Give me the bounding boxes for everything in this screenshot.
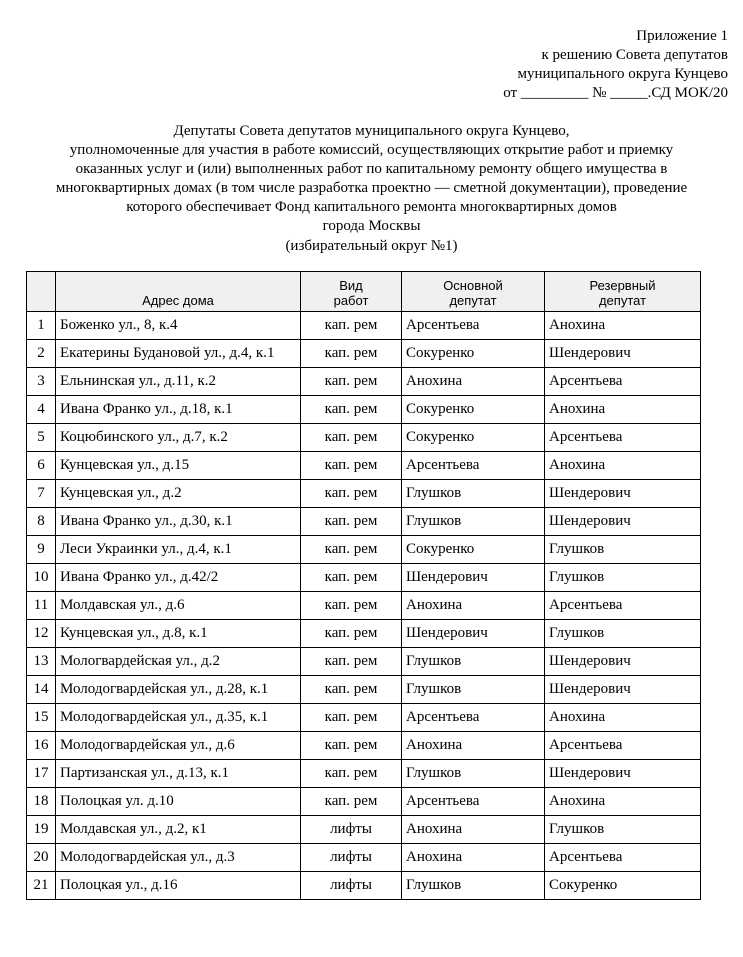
table-row bbox=[27, 536, 701, 564]
row-address: Боженко ул., 8, к.4 bbox=[56, 312, 301, 340]
row-work-type: кап. рем bbox=[301, 396, 402, 424]
row-number: 14 bbox=[27, 676, 56, 704]
row-number: 20 bbox=[27, 844, 56, 872]
table-row bbox=[27, 704, 701, 732]
row-address: Полоцкая ул. д.10 bbox=[56, 788, 301, 816]
table-row bbox=[27, 676, 701, 704]
row-number: 2 bbox=[27, 340, 56, 368]
row-work-type: кап. рем bbox=[301, 480, 402, 508]
row-work-type: кап. рем bbox=[301, 704, 402, 732]
row-address: Молдавская ул., д.6 bbox=[56, 592, 301, 620]
row-address: Молодогвардейская ул., д.28, к.1 bbox=[56, 676, 301, 704]
title-line: Депутаты Совета депутатов муниципального округа Кунцево, bbox=[173, 123, 570, 139]
row-reserve-deputy: Глушков bbox=[545, 620, 701, 648]
row-main-deputy: Анохина bbox=[402, 368, 545, 396]
row-work-type: кап. рем bbox=[301, 536, 402, 564]
row-number: 13 bbox=[27, 648, 56, 676]
row-reserve-deputy: Глушков bbox=[545, 816, 701, 844]
table-row bbox=[27, 872, 701, 900]
row-main-deputy: Сокуренко bbox=[402, 396, 545, 424]
title-line: оказанных услуг и (или) выполненных работ по капитальному ремонту общего имущества в bbox=[75, 161, 668, 178]
row-main-deputy: Глушков bbox=[402, 508, 545, 536]
row-main-deputy: Глушков bbox=[402, 872, 545, 900]
row-reserve-deputy: Глушков bbox=[545, 564, 701, 592]
title-line: которого обеспечивает Фонд капитального ремонта многоквартирных домов bbox=[126, 199, 617, 216]
row-address: Молодогвардейская ул., д.6 bbox=[56, 732, 301, 760]
row-address: Ивана Франко ул., д.42/2 bbox=[56, 564, 301, 592]
header-reserve-deputy bbox=[545, 272, 701, 312]
row-main-deputy: Анохина bbox=[402, 816, 545, 844]
row-number: 7 bbox=[27, 480, 56, 508]
row-reserve-deputy: Арсентьева bbox=[545, 368, 701, 396]
table-row bbox=[27, 340, 701, 368]
row-main-deputy: Анохина bbox=[402, 592, 545, 620]
table-body bbox=[27, 312, 701, 900]
row-main-deputy: Глушков bbox=[402, 760, 545, 788]
row-address: Молодогвардейская ул., д.3 bbox=[56, 844, 301, 872]
row-number: 12 bbox=[27, 620, 56, 648]
row-main-deputy: Анохина bbox=[402, 732, 545, 760]
row-address: Кунцевская ул., д.15 bbox=[56, 452, 301, 480]
row-number: 1 bbox=[27, 312, 56, 340]
row-number: 15 bbox=[27, 704, 56, 732]
row-work-type: кап. рем bbox=[301, 508, 402, 536]
table-row bbox=[27, 648, 701, 676]
header-num bbox=[27, 272, 56, 312]
row-address: Леси Украинки ул., д.4, к.1 bbox=[56, 536, 301, 564]
title-line: (избирательный округ №1) bbox=[285, 237, 458, 254]
row-work-type: кап. рем bbox=[301, 788, 402, 816]
table-row bbox=[27, 760, 701, 788]
table-row bbox=[27, 368, 701, 396]
row-work-type: кап. рем bbox=[301, 620, 402, 648]
appendix-line: к решению Совета депутатов bbox=[541, 47, 728, 63]
row-main-deputy: Шендерович bbox=[402, 564, 545, 592]
table-row bbox=[27, 592, 701, 620]
row-main-deputy: Арсентьева bbox=[402, 788, 545, 816]
row-reserve-deputy: Анохина bbox=[545, 704, 701, 732]
table-header-row bbox=[27, 272, 701, 312]
row-reserve-deputy: Арсентьева bbox=[545, 592, 701, 620]
row-reserve-deputy: Шендерович bbox=[545, 676, 701, 704]
header-work-type bbox=[301, 272, 402, 312]
row-work-type: кап. рем bbox=[301, 424, 402, 452]
row-reserve-deputy: Анохина bbox=[545, 396, 701, 424]
row-work-type: кап. рем bbox=[301, 452, 402, 480]
row-reserve-deputy: Сокуренко bbox=[545, 872, 701, 900]
document-title bbox=[20, 122, 723, 256]
row-main-deputy: Сокуренко bbox=[402, 536, 545, 564]
row-address: Мологвардейская ул., д.2 bbox=[56, 648, 301, 676]
row-number: 17 bbox=[27, 760, 56, 788]
row-reserve-deputy: Анохина bbox=[545, 312, 701, 340]
row-address: Кунцевская ул., д.2 bbox=[56, 480, 301, 508]
table-row bbox=[27, 816, 701, 844]
row-number: 9 bbox=[27, 536, 56, 564]
row-number: 11 bbox=[27, 592, 56, 620]
row-work-type: лифты bbox=[301, 872, 402, 900]
row-work-type: кап. рем bbox=[301, 340, 402, 368]
row-work-type: кап. рем bbox=[301, 592, 402, 620]
row-reserve-deputy: Шендерович bbox=[545, 648, 701, 676]
row-work-type: кап. рем bbox=[301, 564, 402, 592]
header-work-type-line1: Вид bbox=[339, 278, 363, 293]
row-number: 6 bbox=[27, 452, 56, 480]
row-address: Молдавская ул., д.2, к1 bbox=[56, 816, 301, 844]
table-row bbox=[27, 732, 701, 760]
table-row bbox=[27, 396, 701, 424]
row-reserve-deputy: Арсентьева bbox=[545, 424, 701, 452]
row-main-deputy: Анохина bbox=[402, 844, 545, 872]
row-reserve-deputy: Анохина bbox=[545, 788, 701, 816]
table-row bbox=[27, 788, 701, 816]
row-work-type: кап. рем bbox=[301, 732, 402, 760]
row-address: Екатерины Будановой ул., д.4, к.1 bbox=[56, 340, 301, 368]
table-row bbox=[27, 620, 701, 648]
header-main-deputy bbox=[402, 272, 545, 312]
row-number: 3 bbox=[27, 368, 56, 396]
table-row bbox=[27, 452, 701, 480]
row-number: 5 bbox=[27, 424, 56, 452]
row-reserve-deputy: Глушков bbox=[545, 536, 701, 564]
row-reserve-deputy: Арсентьева bbox=[545, 732, 701, 760]
row-work-type: лифты bbox=[301, 816, 402, 844]
appendix-line: Приложение 1 bbox=[636, 28, 728, 44]
row-address: Коцюбинского ул., д.7, к.2 bbox=[56, 424, 301, 452]
table-row bbox=[27, 424, 701, 452]
header-main-deputy-line2: депутат bbox=[449, 293, 497, 308]
header-reserve-deputy-line1: Резервный bbox=[589, 278, 656, 293]
row-main-deputy: Глушков bbox=[402, 648, 545, 676]
table-row bbox=[27, 844, 701, 872]
table-row bbox=[27, 480, 701, 508]
row-main-deputy: Арсентьева bbox=[402, 452, 545, 480]
header-address: Адрес дома bbox=[56, 272, 301, 312]
row-work-type: лифты bbox=[301, 844, 402, 872]
appendix-header bbox=[503, 27, 728, 103]
row-main-deputy: Шендерович bbox=[402, 620, 545, 648]
appendix-line: муниципального округа Кунцево bbox=[517, 66, 728, 82]
row-number: 18 bbox=[27, 788, 56, 816]
row-reserve-deputy: Анохина bbox=[545, 452, 701, 480]
title-line: города Москвы bbox=[322, 218, 421, 235]
row-number: 4 bbox=[27, 396, 56, 424]
row-main-deputy: Арсентьева bbox=[402, 704, 545, 732]
deputies-assignment-table bbox=[26, 271, 701, 900]
row-address: Молодогвардейская ул., д.35, к.1 bbox=[56, 704, 301, 732]
row-work-type: кап. рем bbox=[301, 312, 402, 340]
row-work-type: кап. рем bbox=[301, 760, 402, 788]
row-address: Ивана Франко ул., д.18, к.1 bbox=[56, 396, 301, 424]
row-address: Ельнинская ул., д.11, к.2 bbox=[56, 368, 301, 396]
appendix-line: от _________ № _____.СД МОК/20 bbox=[503, 85, 728, 101]
row-number: 21 bbox=[27, 872, 56, 900]
table-row bbox=[27, 508, 701, 536]
row-number: 10 bbox=[27, 564, 56, 592]
row-work-type: кап. рем bbox=[301, 648, 402, 676]
row-address: Партизанская ул., д.13, к.1 bbox=[56, 760, 301, 788]
row-address: Кунцевская ул., д.8, к.1 bbox=[56, 620, 301, 648]
title-line: уполномоченные для участия в работе комиссий, осуществляющих открытие работ и приемку bbox=[69, 142, 674, 159]
row-address: Полоцкая ул., д.16 bbox=[56, 872, 301, 900]
row-reserve-deputy: Шендерович bbox=[545, 340, 701, 368]
table-row bbox=[27, 312, 701, 340]
table-row bbox=[27, 564, 701, 592]
header-work-type-line2: работ bbox=[333, 293, 369, 308]
row-reserve-deputy: Шендерович bbox=[545, 760, 701, 788]
header-reserve-deputy-line2: депутат bbox=[598, 293, 647, 308]
row-address: Ивана Франко ул., д.30, к.1 bbox=[56, 508, 301, 536]
row-number: 16 bbox=[27, 732, 56, 760]
row-main-deputy: Глушков bbox=[402, 480, 545, 508]
row-main-deputy: Сокуренко bbox=[402, 424, 545, 452]
title-line: многоквартирных домах (в том числе разработка проектно — сметной документации), проведение bbox=[55, 180, 688, 197]
row-reserve-deputy: Арсентьева bbox=[545, 844, 701, 872]
row-reserve-deputy: Шендерович bbox=[545, 480, 701, 508]
row-number: 19 bbox=[27, 816, 56, 844]
row-main-deputy: Арсентьева bbox=[402, 312, 545, 340]
row-reserve-deputy: Шендерович bbox=[545, 508, 701, 536]
header-main-deputy-line1: Основной bbox=[443, 278, 503, 293]
row-work-type: кап. рем bbox=[301, 676, 402, 704]
row-number: 8 bbox=[27, 508, 56, 536]
row-work-type: кап. рем bbox=[301, 368, 402, 396]
row-main-deputy: Сокуренко bbox=[402, 340, 545, 368]
row-main-deputy: Глушков bbox=[402, 676, 545, 704]
